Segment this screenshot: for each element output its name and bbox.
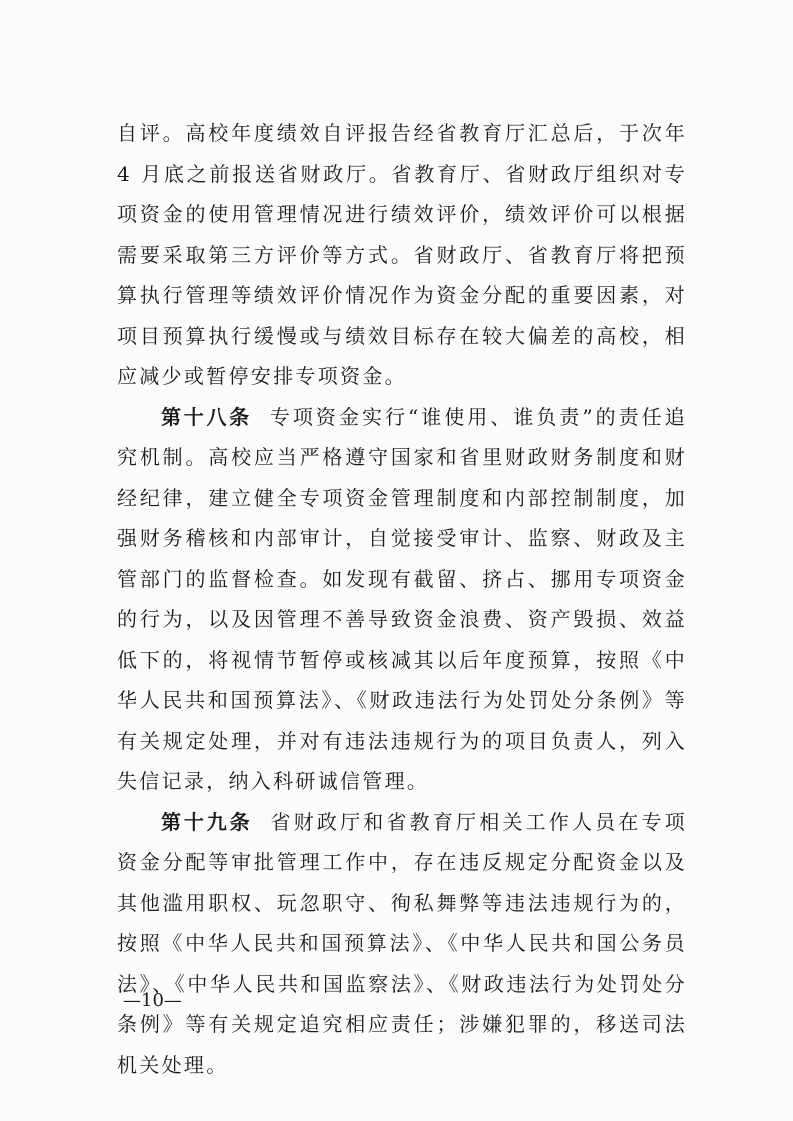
- document-body: [117, 113, 687, 1085]
- paragraph-text: 省财政厅和省教育厅相关工作人员在专项资金分配等审批管理工作中，存在违反规定分配资金以及其他滥用职权、玩忽职守、徇私舞弊等违法违规行为的，按照《中华人民共和国预算法》、《中华人民共和国公务员法》、《中华人民共和国监察法》、《财政违法行为处罚处分条例》等有关规定追究相应责任；涉嫌犯罪的，移送司法机关处理。: [117, 809, 687, 1077]
- paragraph-article-19: [117, 802, 687, 1086]
- article-heading: 第十八条: [161, 404, 252, 429]
- paragraph-text: 专项资金实行“谁使用、谁负责”的责任追究机制。高校应当严格遵守国家和省里财政财务制度和财经纪律，建立健全专项资金管理制度和内部控制制度，加强财务稽核和内部审计，自觉接受审计、监察、财政及主管部门的监督检查。如发现有截留、挤占、挪用专项资金的行为，以及因管理不善导致资金浪费、资产毁损、效益低下的，将视情节暂停或核减其以后年度预算，按照《中华人民共和国预算法》、《财政违法行为处罚处分条例》等有关规定处理，并对有违法违规行为的项目负责人，列入失信记录，纳入科研诚信管理。: [117, 404, 688, 793]
- paragraph-text: 自评。高校年度绩效自评报告经省教育厅汇总后，于次年 4 月底之前报送省财政厅。省教育厅、省财政厅组织对专项资金的使用管理情况进行绩效评价，绩效评价可以根据需要采取第三方评价等方式。省财政厅、省教育厅将把预算执行管理等绩效评价情况作为资金分配的重要因素，对项目预算执行缓慢或与绩效目标存在较大偏差的高校，相应减少或暂停安排专项资金。: [117, 121, 687, 388]
- page-number: —10—: [123, 990, 182, 1011]
- paragraph-article-17-continued: [117, 113, 687, 397]
- paragraph-article-18: [117, 397, 687, 802]
- article-heading: 第十九条: [161, 809, 253, 834]
